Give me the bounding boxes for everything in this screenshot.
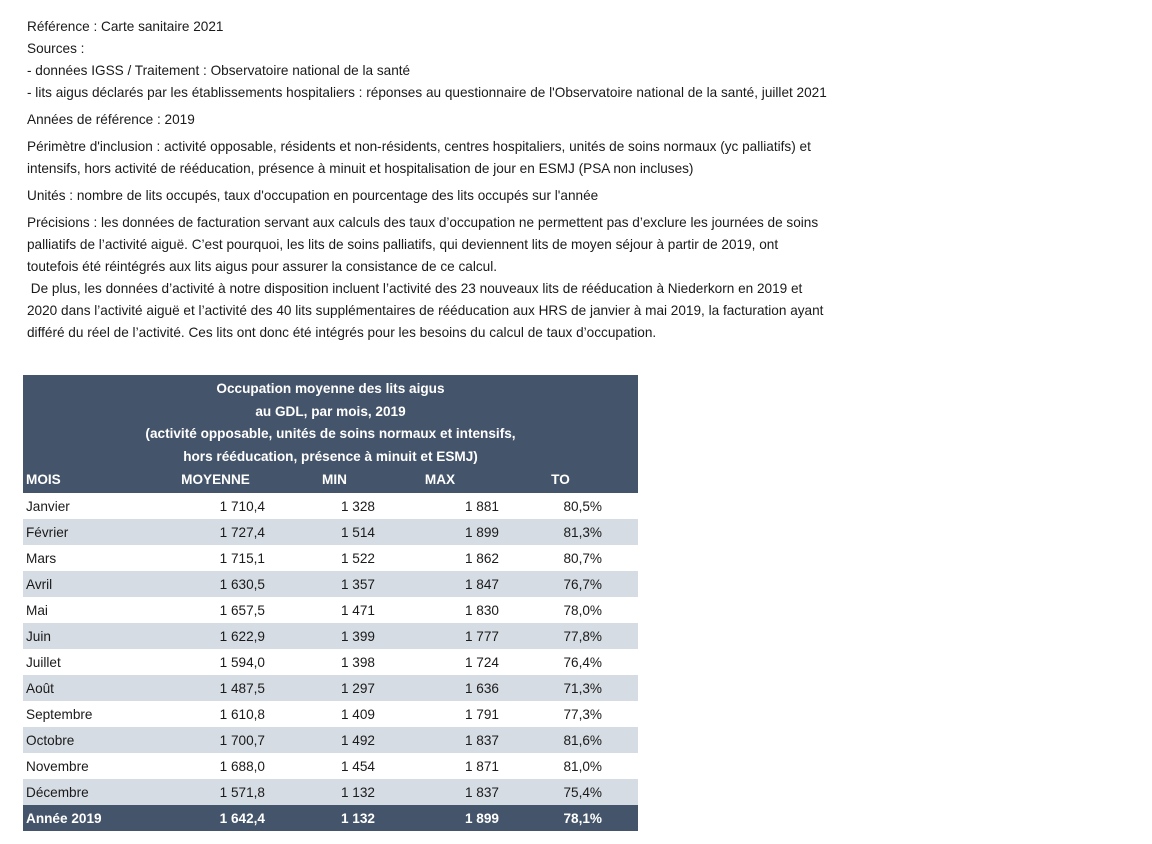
header-max: MAX <box>424 472 456 487</box>
table-title-line: au GDL, par mois, 2019 <box>255 403 406 419</box>
cell-moyenne: 1 688,0 <box>219 758 265 774</box>
cell-moyenne: 1 630,5 <box>219 576 265 592</box>
precisions-line: différé du réel de l’activité. Ces lits ont donc été intégrés pour les besoins du calcul de taux d’occupation. <box>27 325 657 340</box>
precisions-line: Précisions : les données de facturation servant aux calculs des taux d’occupation ne permettent pas d’exclure les journées de soins <box>27 215 819 230</box>
cell-to: 71,3% <box>563 680 602 696</box>
cell-moyenne: 1 610,8 <box>219 706 265 722</box>
cell-min: 1 409 <box>340 706 375 722</box>
cell-min: 1 398 <box>340 654 375 670</box>
cell-mois: Décembre <box>26 784 89 800</box>
cell-to: 78,0% <box>563 602 602 618</box>
cell-min: 1 492 <box>340 732 375 748</box>
cell-min: 1 454 <box>340 758 375 774</box>
header-to: TO <box>551 472 570 487</box>
cell-to: 77,3% <box>563 706 602 722</box>
table-row <box>23 779 638 805</box>
table-row <box>23 701 638 727</box>
cell-max: 1 837 <box>464 784 499 800</box>
cell-moyenne: 1 657,5 <box>219 602 265 618</box>
table-row <box>23 649 638 675</box>
cell-to: 81,0% <box>563 758 602 774</box>
reference-line: Référence : Carte sanitaire 2021 <box>27 19 224 34</box>
precisions-line: 2020 dans l’activité aiguë et l’activité des 40 lits supplémentaires de rééducation aux HRS de janvier à mai 2019, la facturation ayant <box>27 303 824 318</box>
table-row <box>23 545 638 571</box>
source-line: - lits aigus déclarés par les établissements hospitaliers : réponses au questionnaire de l'Observatoire national de la santé, juillet 2021 <box>27 85 827 100</box>
cell-min: 1 471 <box>340 602 375 618</box>
cell-mois: Février <box>26 524 69 540</box>
cell-to: 80,7% <box>563 550 602 566</box>
occupancy-table <box>23 375 638 831</box>
cell-max: 1 871 <box>464 758 499 774</box>
table-row <box>23 571 638 597</box>
cell-mois: Novembre <box>26 758 89 774</box>
cell-max: 1 777 <box>464 628 499 644</box>
total-to: 78,1% <box>563 810 602 826</box>
total-label: Année 2019 <box>26 810 102 826</box>
cell-mois: Mars <box>26 550 57 566</box>
precisions-line: toutefois été réintégrés aux lits aigus pour assurer la consistance de ce calcul. <box>27 259 497 274</box>
cell-to: 81,3% <box>563 524 602 540</box>
cell-moyenne: 1 727,4 <box>219 524 265 540</box>
cell-min: 1 357 <box>340 576 375 592</box>
cell-mois: Juillet <box>26 654 61 670</box>
cell-min: 1 522 <box>340 550 375 566</box>
cell-max: 1 636 <box>464 680 499 696</box>
cell-to: 76,7% <box>563 576 602 592</box>
cell-mois: Août <box>26 680 54 696</box>
table-row <box>23 493 638 519</box>
table-row <box>23 727 638 753</box>
cell-moyenne: 1 715,1 <box>219 550 265 566</box>
units-line: Unités : nombre de lits occupés, taux d'occupation en pourcentage des lits occupés sur l'année <box>27 188 599 203</box>
total-moyenne: 1 642,4 <box>219 810 265 826</box>
perimeter-line: intensifs, hors activité de rééducation, présence à minuit et hospitalisation de jour en ESMJ (PSA non incluses) <box>27 161 694 176</box>
table-row <box>23 623 638 649</box>
source-line: - données IGSS / Traitement : Observatoire national de la santé <box>27 63 411 78</box>
cell-mois: Octobre <box>26 732 75 748</box>
cell-moyenne: 1 710,4 <box>219 498 265 514</box>
sources-label: Sources : <box>27 41 85 56</box>
cell-moyenne: 1 594,0 <box>219 654 265 670</box>
cell-max: 1 847 <box>464 576 499 592</box>
precisions-line: palliatifs de l’activité aiguë. C’est pourquoi, les lits de soins palliatifs, qui deviennent lits de moyen séjour à partir de 2019, ont <box>27 237 779 252</box>
table-title-line: (activité opposable, unités de soins normaux et intensifs, <box>145 426 516 441</box>
cell-max: 1 791 <box>464 706 499 722</box>
table-row <box>23 675 638 701</box>
cell-mois: Juin <box>26 628 51 644</box>
table-title-line: Occupation moyenne des lits aigus <box>216 381 445 396</box>
table-row <box>23 753 638 779</box>
cell-max: 1 830 <box>464 602 499 618</box>
table-total-row <box>23 805 638 831</box>
total-min: 1 132 <box>340 810 375 826</box>
table-header-row <box>23 466 638 493</box>
cell-min: 1 514 <box>340 524 375 540</box>
cell-min: 1 328 <box>340 498 375 514</box>
cell-to: 75,4% <box>563 784 602 800</box>
cell-min: 1 399 <box>340 628 375 644</box>
table-body <box>23 493 638 805</box>
cell-to: 81,6% <box>563 732 602 748</box>
cell-mois: Janvier <box>26 498 70 514</box>
table-row <box>23 597 638 623</box>
cell-to: 76,4% <box>563 654 602 670</box>
total-max: 1 899 <box>464 810 499 826</box>
cell-to: 80,5% <box>563 498 602 514</box>
notes-block <box>27 16 907 344</box>
header-mois: MOIS <box>26 472 61 487</box>
table-title-line: hors rééducation, présence à minuit et ESMJ) <box>183 448 478 464</box>
perimeter-line: Périmètre d'inclusion : activité opposable, résidents et non-résidents, centres hospitaliers, unités de soins normaux (yc palliatifs) et <box>27 139 811 154</box>
cell-mois: Avril <box>26 576 53 592</box>
header-moyenne: MOYENNE <box>181 472 250 487</box>
years-line: Années de référence : 2019 <box>27 112 195 127</box>
cell-moyenne: 1 571,8 <box>219 784 265 800</box>
cell-moyenne: 1 700,7 <box>219 732 265 748</box>
cell-max: 1 837 <box>464 732 499 748</box>
cell-mois: Septembre <box>26 706 93 722</box>
cell-moyenne: 1 622,9 <box>219 628 265 644</box>
cell-moyenne: 1 487,5 <box>219 680 265 696</box>
cell-mois: Mai <box>26 602 48 618</box>
cell-max: 1 862 <box>464 550 499 566</box>
cell-max: 1 899 <box>464 524 499 540</box>
precisions-line: De plus, les données d’activité à notre disposition incluent l’activité des 23 nouveaux lits de rééducation à Niederkorn en 2019 et <box>27 281 803 296</box>
table-row <box>23 519 638 545</box>
cell-max: 1 881 <box>464 498 499 514</box>
header-min: MIN <box>322 472 347 487</box>
cell-to: 77,8% <box>563 628 602 644</box>
cell-min: 1 132 <box>340 784 375 800</box>
table-title <box>23 375 638 466</box>
cell-min: 1 297 <box>340 680 375 696</box>
cell-max: 1 724 <box>464 654 499 670</box>
